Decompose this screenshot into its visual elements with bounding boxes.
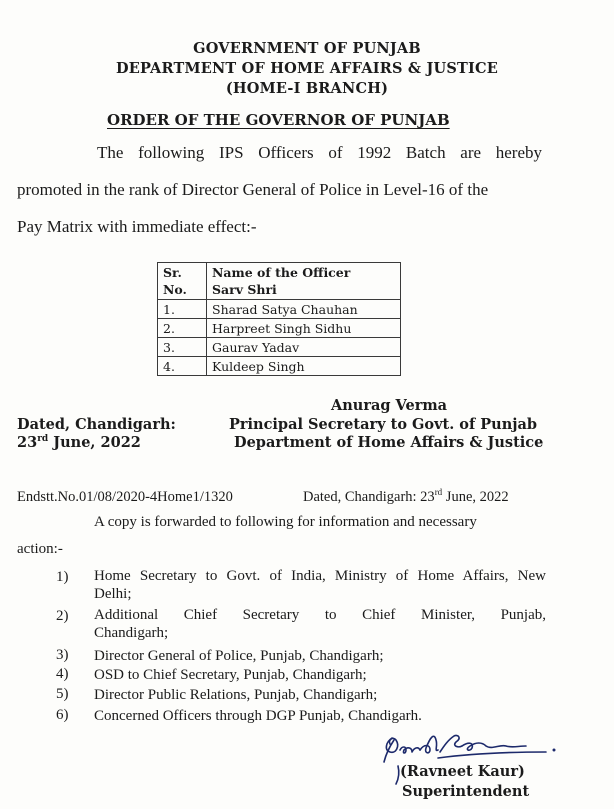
endorsement-date-prefix: Dated, Chandigarh: 23 [303,489,435,505]
copy-forward-line: A copy is forwarded to following for information and necessary [94,514,477,530]
list-item [94,606,546,642]
row-officer-name: Sharad Satya Chauhan [207,300,401,319]
list-item-number: 4) [56,666,69,682]
dated-label: Dated, Chandigarh: [17,416,176,433]
list-item-number: 2) [56,608,69,624]
header-government: GOVERNMENT OF PUNJAB [193,40,421,57]
row-sr: 2. [158,319,207,338]
action-line: action:- [17,541,63,557]
order-title: ORDER OF THE GOVERNOR OF PUNJAB [107,111,450,129]
intro-line-3: Pay Matrix with immediate effect:- [17,217,257,236]
header-branch: (HOME-I BRANCH) [225,80,389,97]
intro-line-1: The following IPS Officers of 1992 Batch are hereby [97,143,542,162]
sr-header-line-1: Sr. [163,265,182,280]
list-item-line: Chandigarh; [94,625,169,641]
list-item-line: Delhi; [94,586,132,602]
endorsement-date-suffix: rd [434,487,443,498]
dated-day-suffix: rd [37,434,49,445]
table-row [158,300,401,319]
endorsement-date [303,489,509,506]
name-header-line-1: Name of the Officer [212,265,351,280]
list-item: Director Public Relations, Punjab, Chandigarh; [94,687,378,703]
table-header-row [158,263,401,300]
list-item-number: 6) [56,707,69,723]
officers-table [157,262,401,376]
list-item-line: Home Secretary to Govt. of India, Ministry of Home Affairs, New [94,568,546,584]
name-header-line-2: Sarv Shri [212,282,277,297]
signatory-title: Principal Secretary to Govt. of Punjab [229,416,538,433]
closing-name: (Ravneet Kaur) [400,763,525,780]
list-item-number: 3) [56,647,69,663]
list-item-number: 5) [56,686,69,702]
row-officer-name: Gaurav Yadav [207,338,401,357]
header-department: DEPARTMENT OF HOME AFFAIRS & JUSTICE [115,60,499,77]
table-row [158,338,401,357]
list-item: Concerned Officers through DGP Punjab, Chandigarh. [94,708,422,724]
signatory-department: Department of Home Affairs & Justice [234,434,544,451]
dated-day: 23 [17,434,38,451]
intro-line-2: promoted in the rank of Director General of Police in Level-16 of the [17,180,489,199]
list-item-line: Additional Chief Secretary to Chief Minister, Punjab, [94,607,546,623]
table-row [158,319,401,338]
list-item: OSD to Chief Secretary, Punjab, Chandigarh; [94,667,367,683]
list-item: Director General of Police, Punjab, Chandigarh; [94,648,384,664]
dated-date [17,434,141,451]
table-row [158,357,401,376]
sr-no-header [158,263,207,300]
list-item [94,567,546,603]
sr-header-line-2: No. [163,282,187,297]
name-header [207,263,401,300]
row-officer-name: Harpreet Singh Sidhu [207,319,401,338]
closing-designation: Superintendent [402,783,530,800]
row-sr: 3. [158,338,207,357]
endorsement-number: Endstt.No.01/08/2020-4Home1/1320 [17,489,233,505]
endorsement-date-rest: June, 2022 [442,489,509,505]
list-item-number: 1) [56,569,69,585]
row-sr: 1. [158,300,207,319]
dated-month-year: June, 2022 [48,434,141,451]
row-sr: 4. [158,357,207,376]
row-officer-name: Kuldeep Singh [207,357,401,376]
signatory-name: Anurag Verma [331,397,448,414]
